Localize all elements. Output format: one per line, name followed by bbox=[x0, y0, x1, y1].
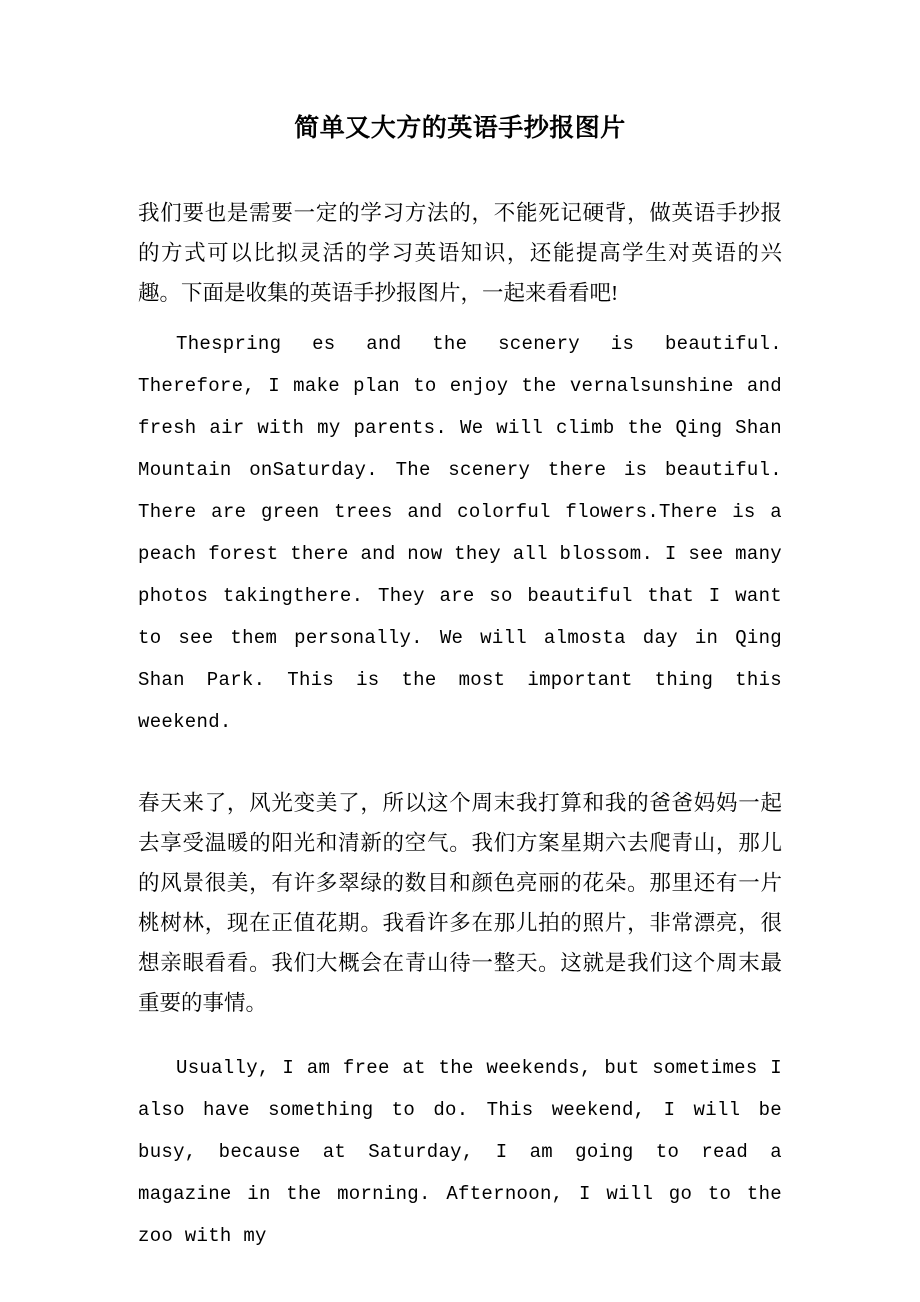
page-title: 简单又大方的英语手抄报图片 bbox=[294, 115, 626, 142]
paragraph-body-en-1: Thespring es and the scenery is beautiful. Therefore, I make plan to enjoy the vernalsunshine and fresh air with my parents. We will climb the Qing Shan Mountain onSaturday. The scenery there is beautiful. There are green trees and colorful flowers.There is a peach forest there and now they all blossom. I see many photos takingthere. They are so beautiful that I want to see them personally. We will almosta day in Qing Shan Park. This is the most important thing this weekend. bbox=[138, 333, 782, 733]
document-body bbox=[138, 0, 782, 1257]
spacer bbox=[138, 1023, 782, 1047]
spacer bbox=[138, 313, 782, 323]
paragraph-body-en-2: Usually, I am free at the weekends, but sometimes I also have something to do. This weekend, I will be busy, because at Saturday, I am going to read a magazine in the morning. Afternoon, I will go to the zoo with my bbox=[138, 1057, 782, 1247]
paragraph-intro-cn: 我们要也是需要一定的学习方法的，不能死记硬背，做英语手抄报的方式可以比拟灵活的学习英语知识，还能提高学生对英语的兴趣。下面是收集的英语手抄报图片，一起来看看吧! bbox=[138, 201, 782, 305]
paragraph-body-cn-1: 春天来了，风光变美了，所以这个周末我打算和我的爸爸妈妈一起去享受温暖的阳光和清新的空气。我们方案星期六去爬青山，那儿的风景很美，有许多翠绿的数目和颜色亮丽的花朵。那里还有一片桃树林，现在正值花期。我看许多在那儿拍的照片，非常漂亮，很想亲眼看看。我们大概会在青山待一整天。这就是我们这个周末最重要的事情。 bbox=[138, 791, 782, 1015]
spacer bbox=[138, 144, 782, 193]
spacer bbox=[138, 743, 782, 783]
